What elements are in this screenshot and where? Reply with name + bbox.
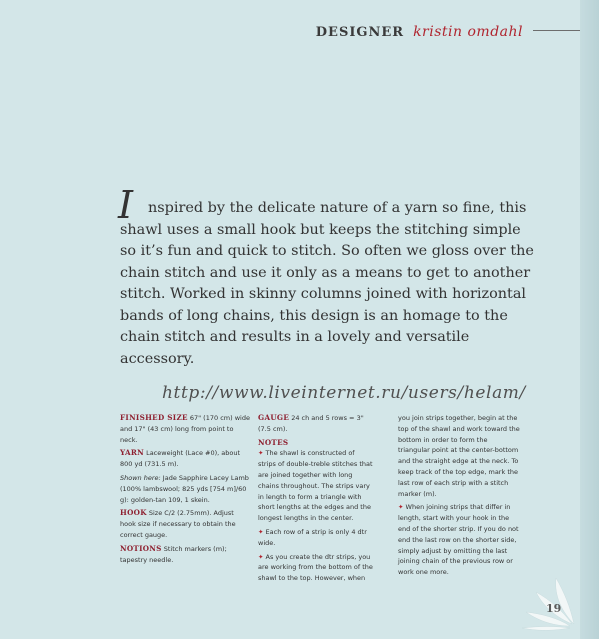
bullet-icon: ✦	[398, 503, 404, 512]
specs-column-3	[398, 413, 520, 581]
notes-label: NOTES	[258, 437, 289, 447]
specs-column-2	[258, 413, 374, 587]
bullet-icon: ✦	[258, 552, 264, 561]
intro-rest: shawl uses a small hook but keeps the stitching simple so it’s fun and quick to stitch. So often we gloss over the chain stitch and use it only as a means to get to another stitch. Worked in skinny columns joined with horizontal bands of long chains, this design is an homage to the chain stitch and results in a lovely and versatile accessory.	[120, 221, 534, 367]
note-1-text: The shawl is constructed of strips of double-treble stitches that are joined together with long chains throughout. The strips vary in length to form a triangle with short lengths at the edges and the longest lengths in the center.	[258, 449, 373, 523]
note-2-text: Each row of a strip is only 4 dtr wide.	[258, 527, 367, 547]
gauge-label: GAUGE	[258, 413, 290, 422]
note-4-text: When joining strips that differ in length, start with your hook in the end of the shorter strip. If you do not end the last row on the shorter side, simply adjust by omitting the last joining chain of the previous row or work one more.	[398, 503, 519, 577]
shown-here-text: Jade Sapphire Lacey Lamb (100% lambswool; 825 yds [754 m]/60 g): golden-tan 109, 1 skein.	[120, 473, 249, 504]
notions-label: NOTIONS	[120, 543, 162, 553]
intro-first-line: nspired by the delicate nature of a yarn so fine, this	[148, 200, 527, 216]
page-edge	[580, 0, 599, 639]
note-3-text: As you create the dtr strips, you are working from the bottom of the shawl to the top. However, when	[258, 552, 373, 583]
yarn-label: YARN	[120, 448, 144, 458]
specs-column-1	[120, 413, 250, 568]
intro-paragraph	[120, 198, 540, 370]
finished-size-text: 67" (170 cm) wide and 17" (43 cm) long from point to neck.	[120, 414, 250, 444]
note-3-continued-text: you join strips together, begin at the top of the shawl and work toward the bottom in order to form the triangular point at the center-bottom and the straight edge at the neck. To keep track of the top edge, mark the last row of each strip with a stitch marker (m).	[398, 414, 520, 498]
watermark-url: http://www.liveinternet.ru/users/helam/	[162, 383, 526, 403]
hook-text: Size C/2 (2.75mm). Adjust hook size if necessary to obtain the correct gauge.	[120, 509, 236, 539]
note-3-continued	[398, 413, 520, 499]
yarn-text: Laceweight (Lace #0), about 800 yd (731.5 m).	[120, 449, 241, 469]
page-number: 19	[546, 602, 562, 615]
note-3	[258, 552, 374, 584]
hook-label: HOOK	[120, 508, 147, 518]
header-rule	[533, 30, 580, 31]
notes-heading-wrap	[258, 438, 374, 449]
designer-name: kristin omdahl	[413, 24, 523, 40]
designer-label: DESIGNER	[315, 25, 405, 40]
note-2	[258, 527, 374, 549]
shown-here-block	[120, 473, 250, 505]
drop-cap: I	[118, 183, 134, 227]
notions-block	[120, 544, 250, 566]
gauge-block	[258, 413, 374, 435]
hook-block	[120, 508, 250, 540]
finished-size-block	[120, 413, 250, 445]
bullet-icon: ✦	[258, 449, 264, 458]
yarn-block	[120, 448, 250, 470]
notions-text: Stitch markers (m); tapestry needle.	[120, 544, 227, 564]
gauge-text: 24 ch and 5 rows = 3" (7.5 cm).	[258, 414, 364, 433]
designer-header	[316, 24, 523, 40]
bullet-icon: ✦	[258, 527, 264, 536]
note-4	[398, 502, 520, 578]
shown-here-label: Shown here:	[120, 473, 161, 482]
note-1	[258, 448, 374, 524]
finished-size-label: FINISHED SIZE	[120, 413, 188, 422]
